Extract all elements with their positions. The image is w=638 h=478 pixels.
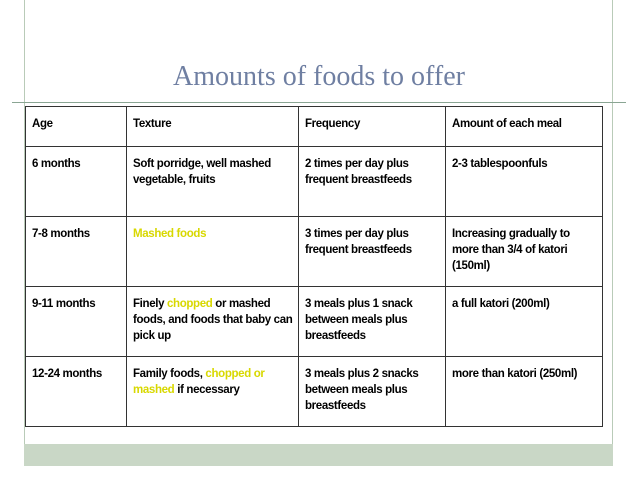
cell-age: 7-8 months <box>26 217 127 287</box>
title-rule <box>12 102 626 103</box>
texture-highlight: chopped <box>166 298 213 310</box>
cell-texture <box>127 147 299 217</box>
cell-texture <box>127 217 299 287</box>
header-amount: Amount of each meal <box>446 107 603 147</box>
slide-title: Amounts of foods to offer <box>173 61 465 92</box>
header-age: Age <box>26 107 127 147</box>
cell-frequency: 3 meals plus 2 snacks between meals plus breastfeeds <box>299 357 446 427</box>
feeding-table <box>25 106 603 427</box>
texture-text: Soft porridge, well mashed vegetable, fruits <box>133 158 271 186</box>
cell-amount: 2-3 tablespoonfuls <box>446 147 603 217</box>
cell-age: 9-11 months <box>26 287 127 357</box>
cell-texture <box>127 357 299 427</box>
table-row <box>26 217 603 287</box>
cell-frequency: 2 times per day plus frequent breastfeeds <box>299 147 446 217</box>
texture-text: Finely <box>133 298 167 310</box>
table-row <box>26 287 603 357</box>
cell-age: 6 months <box>26 147 127 217</box>
texture-highlight: Mashed foods <box>133 228 207 240</box>
cell-frequency: 3 meals plus 1 snack between meals plus breastfeeds <box>299 287 446 357</box>
header-texture: Texture <box>127 107 299 147</box>
table-row <box>26 147 603 217</box>
cell-age: 12-24 months <box>26 357 127 427</box>
texture-text: Family foods, <box>133 368 206 380</box>
cell-amount: more than katori (250ml) <box>446 357 603 427</box>
texture-highlight: chopped or mashed <box>133 368 265 396</box>
bottom-bar <box>24 444 613 466</box>
table-row <box>26 357 603 427</box>
cell-amount: a full katori (200ml) <box>446 287 603 357</box>
cell-amount: Increasing gradually to more than 3/4 of katori (150ml) <box>446 217 603 287</box>
cell-frequency: 3 times per day plus frequent breastfeeds <box>299 217 446 287</box>
texture-text: if necessary <box>174 384 240 396</box>
cell-texture <box>127 287 299 357</box>
texture-text: or mashed foods, and foods that baby can pick up <box>133 298 293 342</box>
table-header-row <box>26 107 603 147</box>
header-frequency: Frequency <box>299 107 446 147</box>
